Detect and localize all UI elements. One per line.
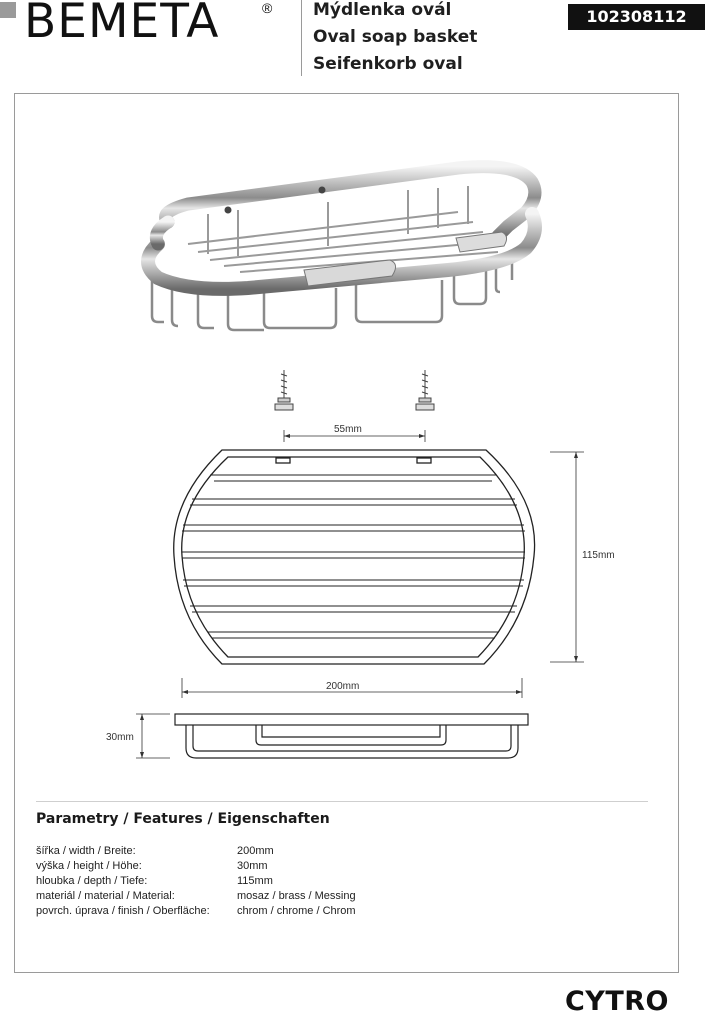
product-code-badge: 102308112 <box>568 4 705 30</box>
dim-55mm: 55mm <box>334 424 362 435</box>
spec-value: 30mm <box>237 859 268 872</box>
spec-row-width <box>36 843 356 858</box>
spec-label: hloubka / depth / Tiefe: <box>36 874 148 887</box>
spec-label: materiál / material / Material: <box>36 889 175 902</box>
features-divider <box>36 801 648 802</box>
spec-value: chrom / chrome / Chrom <box>237 904 356 917</box>
features-title: Parametry / Features / Eigenschaften <box>36 811 330 827</box>
product-title-de: Seifenkorb oval <box>313 54 463 74</box>
screw-right <box>416 370 434 410</box>
series-name: CYTRO <box>564 986 669 1017</box>
spec-table <box>36 843 356 918</box>
spec-row-depth <box>36 873 356 888</box>
dim-30mm: 30mm <box>106 732 134 743</box>
dim-115mm: 115mm <box>582 550 615 561</box>
spec-value: mosaz / brass / Messing <box>237 889 356 902</box>
spec-label: výška / height / Höhe: <box>36 859 142 872</box>
registered-mark: ® <box>262 0 273 16</box>
product-title-cs: Mýdlenka ovál <box>313 0 452 20</box>
spec-value: 115mm <box>237 874 273 887</box>
spec-value: 200mm <box>237 844 274 857</box>
spec-label: povrch. úprava / finish / Oberfläche: <box>36 904 210 917</box>
product-title-en: Oval soap basket <box>313 27 478 47</box>
screw-left <box>275 370 293 410</box>
top-view-bars <box>182 475 525 638</box>
spec-row-material <box>36 888 356 903</box>
spec-label: šířka / width / Breite: <box>36 844 136 857</box>
spec-row-height <box>36 858 356 873</box>
dim-200mm: 200mm <box>326 681 360 692</box>
brand-logo: BEMETA <box>24 0 220 49</box>
spec-row-finish <box>36 903 356 918</box>
side-view <box>175 714 528 758</box>
